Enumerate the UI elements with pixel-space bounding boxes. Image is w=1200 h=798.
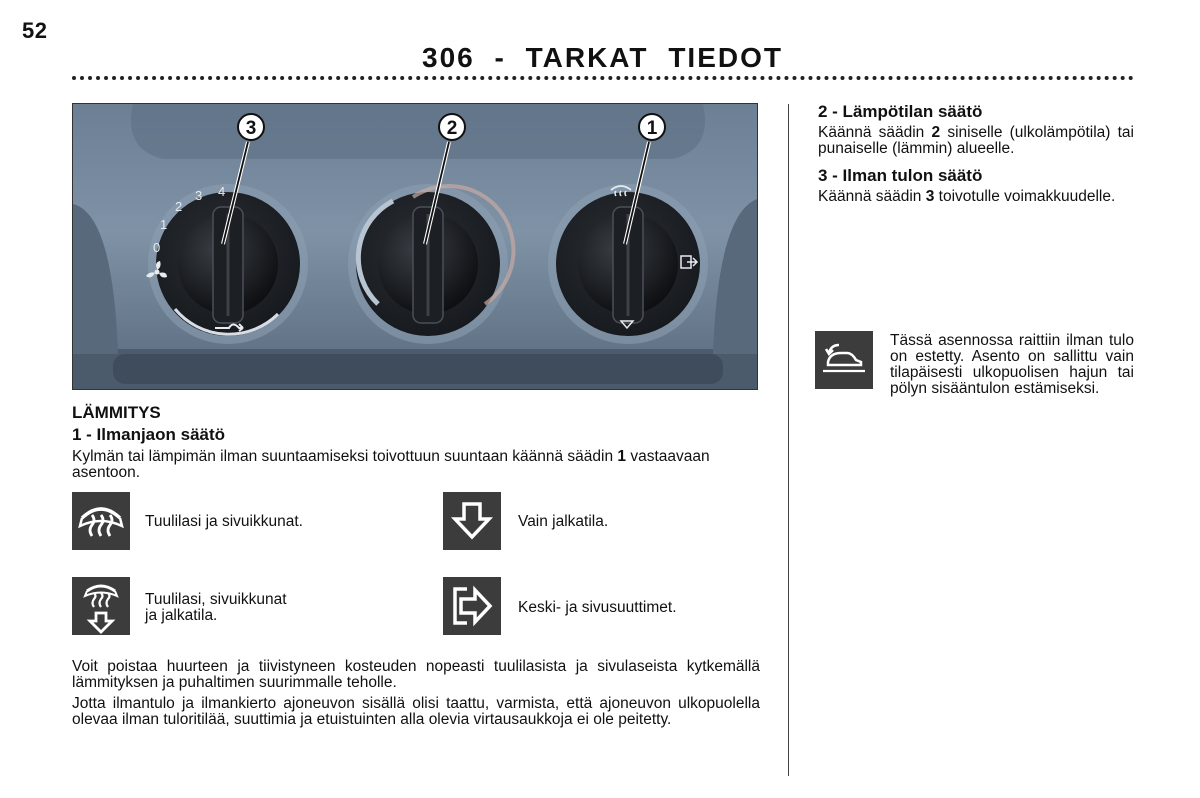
demist-paragraph: Voit poistaa huurteen ja tiivistyneen kosteuden nopeasti tuulilasista ja sivulaseista kytkemällä lämmityksen ja puhaltimen suurimmalle teholle. — [72, 658, 760, 691]
mode-windscreen-label: Tuulilasi ja sivuikkunat. — [145, 513, 303, 530]
svg-text:1: 1 — [646, 118, 658, 139]
fan-scale-1: 1 — [160, 217, 168, 232]
face-vents-icon — [443, 577, 501, 635]
windscreen-and-feet-icon — [72, 577, 130, 635]
subsection-3-title: 3 - Ilman tulon säätö — [818, 166, 983, 185]
subsection-2-title: 2 - Lämpötilan säätö — [818, 102, 983, 121]
callout-1 — [639, 114, 665, 140]
svg-text:2: 2 — [446, 118, 458, 139]
column-divider — [788, 104, 789, 776]
subsection-3-text: Käännä säädin 3 toivotulle voimakkuudelle. — [818, 188, 1116, 205]
mode-windscreen-feet-label: Tuulilasi, sivuikkunat ja jalkatila. — [145, 591, 287, 624]
page-number: 52 — [22, 18, 48, 43]
mode-face-vents-label: Keski- ja sivusuuttimet. — [518, 599, 677, 616]
page-title: 306 - TARKAT TIEDOT — [422, 42, 783, 73]
subsection-1-text: Kylmän tai lämpimän ilman suuntaamiseksi toivottuun suuntaan käännä säädin 1 vastaavaan asentoon. — [72, 448, 710, 481]
svg-text:3: 3 — [245, 118, 257, 139]
fan-scale-0: 0 — [153, 240, 161, 255]
feet-arrow-icon — [443, 492, 501, 550]
subsection-2-text: Käännä säädin 2 siniselle (ulkolämpötila) tai punaiselle (lämmin) alueelle. — [818, 124, 1134, 157]
ventilation-paragraph: Jotta ilmantulo ja ilmankierto ajoneuvon sisällä olisi taattu, varmista, että ajoneuvon ulkopuolella olevaa ilman tuloritilää, suuttimia ja etuistuinten alla olevia virtausaukkoja ei ole peitetty. — [72, 695, 760, 728]
recirculation-text: Tässä asennossa raittiin ilman tulo on estetty. Asento on sallittu vain tilapäisesti ulkopuolisen hajun tai pölyn sisääntulon estämiseksi. — [890, 332, 1134, 397]
windscreen-demist-icon — [72, 492, 130, 550]
callout-2 — [439, 114, 465, 140]
mode-feet-label: Vain jalkatila. — [518, 513, 609, 530]
heater-controls-photo — [72, 103, 758, 390]
callout-3 — [238, 114, 264, 140]
distribution-knob — [548, 184, 708, 344]
section-title: LÄMMITYS — [72, 403, 161, 422]
subsection-1-title: 1 - Ilmanjaon säätö — [72, 425, 226, 444]
fan-scale-3: 3 — [195, 188, 203, 203]
header-divider — [72, 76, 1134, 80]
fan-scale-4: 4 — [218, 184, 226, 199]
fan-scale-2: 2 — [175, 199, 183, 214]
air-recirculation-icon — [815, 331, 873, 389]
